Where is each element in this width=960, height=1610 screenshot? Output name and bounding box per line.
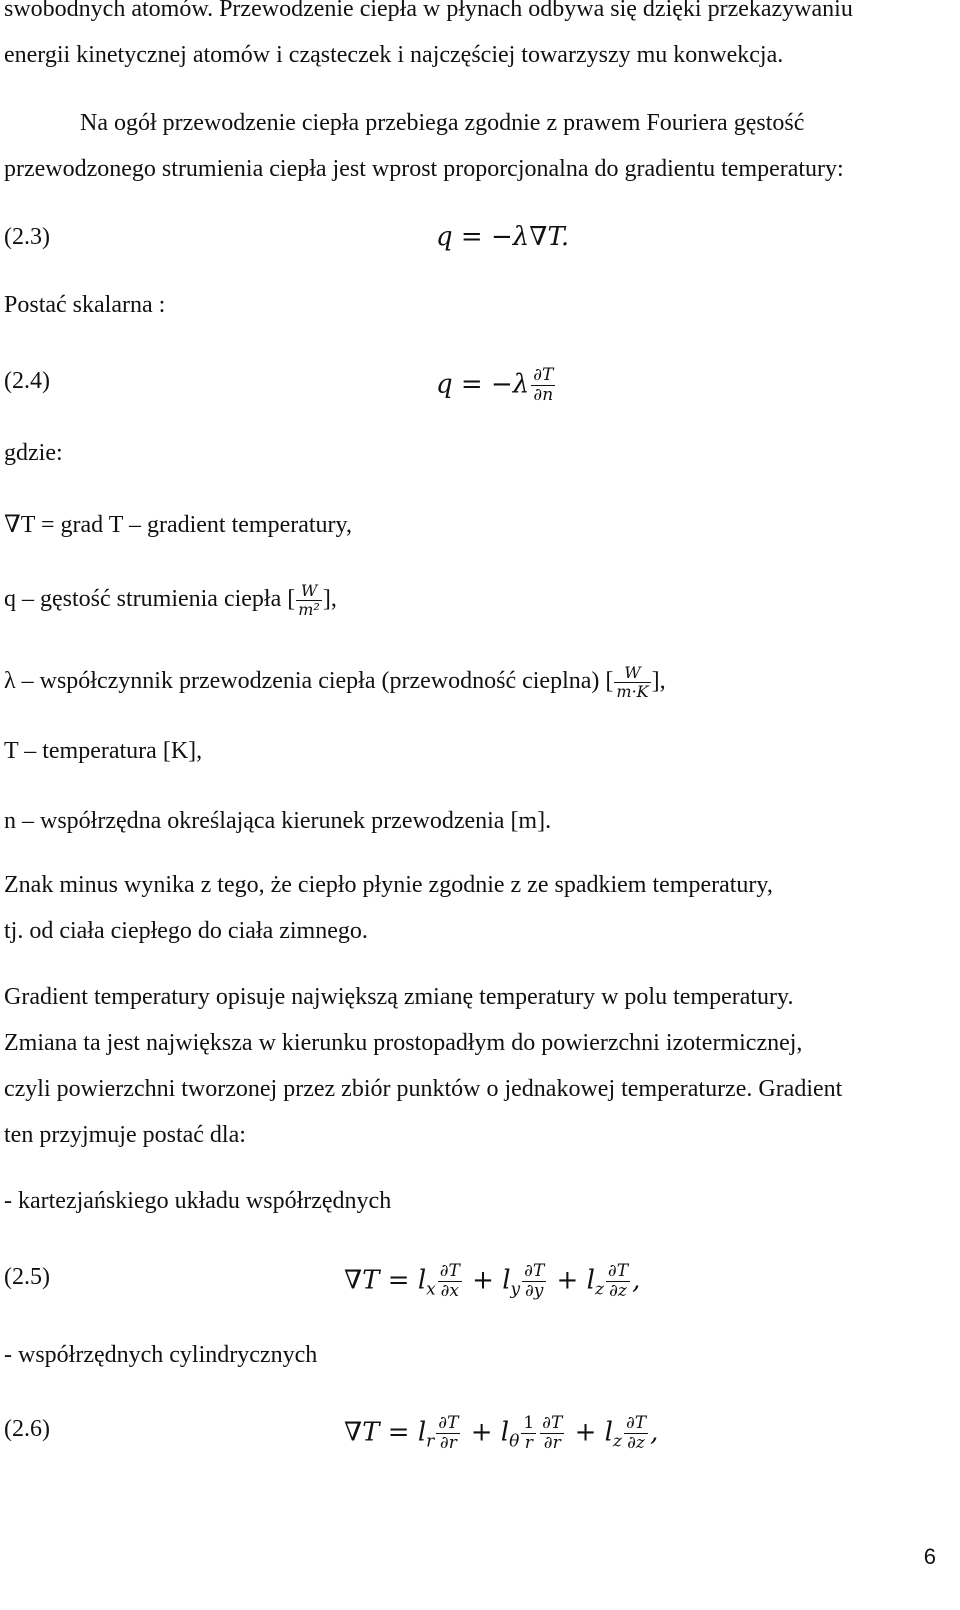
equation-number: (2.5): [4, 1264, 50, 1290]
equation-number: (2.3): [4, 224, 50, 250]
text-line: Znak minus wynika z tego, że ciepło płynie zgodnie z ze spadkiem temperatury,: [4, 872, 773, 898]
text-line: Gradient temperatury opisuje największą zmianę temperatury w polu temperatury.: [4, 984, 794, 1010]
unit-fraction: $\frac{W}{\text{m²}}$: [298, 581, 320, 619]
unit-fraction: $\frac{W}{m\cdot K}$: [616, 663, 649, 701]
text-line: gdzie:: [4, 440, 63, 466]
definition-nabla: ∇T = grad T – gradient temperatury,: [4, 512, 352, 538]
text-line: ten przyjmuje postać dla:: [4, 1122, 246, 1148]
definition-n: n – współrzędna określająca kierunek przewodzenia [m].: [4, 808, 552, 834]
definition-lambda: λ – współczynnik przewodzenia ciepła (przewodność cieplna) [ $\frac{W}{m\cdot K}$ ],: [4, 663, 666, 701]
text-line: - współrzędnych cylindrycznych: [4, 1342, 318, 1368]
page-number: 6: [923, 1544, 936, 1569]
text-line: Na ogół przewodzenie ciepła przebiega zgodnie z prawem Fouriera gęstość: [80, 110, 805, 136]
equation-gradient-cylindrical: $\nabla T = l_r$ $\frac{\partial T}{\partial r}$ + $l_\theta$ $\frac{1}{r}$ $\frac{\partial T}{\partial r}$ + $l_z$ $\frac{\partial T}{\partial z}$ ,: [344, 1413, 659, 1453]
text-line: swobodnych atomów. Przewodzenie ciepła w płynach odbywa się dzięki przekazywaniu: [4, 0, 853, 22]
text-line: przewodzonego strumienia ciepła jest wprost proporcjonalna do gradientu temperatury:: [4, 156, 844, 182]
eq24-lhs: q = −λ: [436, 369, 530, 400]
text-line: tj. od ciała ciepłego do ciała zimnego.: [4, 918, 368, 944]
equation-number: (2.6): [4, 1416, 50, 1442]
definition-T: T – temperatura [K],: [4, 738, 203, 764]
text-line: energii kinetycznej atomów i cząsteczek i najczęściej towarzyszy mu konwekcja.: [4, 42, 784, 68]
text-line: - kartezjańskiego układu współrzędnych: [4, 1188, 392, 1214]
equation-gradient-cartesian: $\nabla T = l_x$ $\frac{\partial T}{\partial x}$ + $l_y$ $\frac{\partial T}{\partial y}$ + $l_z$ $\frac{\partial T}{\partial z}$ ,: [344, 1261, 641, 1301]
text-line: Zmiana ta jest największa w kierunku prostopadłym do powierzchni izotermicznej,: [4, 1030, 803, 1056]
equation-fourier-vector: q = −λ∇T.: [436, 222, 570, 252]
equation-number: (2.4): [4, 368, 50, 394]
fraction: $\frac{\partial T}{\partial n}$: [533, 365, 554, 405]
definition-q: q – gęstość strumienia ciepła [ $\frac{W}{\text{m²}}$ ],: [4, 581, 337, 619]
text-line: czyli powierzchni tworzonej przez zbiór punktów o jednakowej temperaturze. Gradient: [4, 1076, 843, 1102]
equation-fourier-scalar: [436, 366, 557, 405]
text-line: Postać skalarna :: [4, 292, 166, 318]
